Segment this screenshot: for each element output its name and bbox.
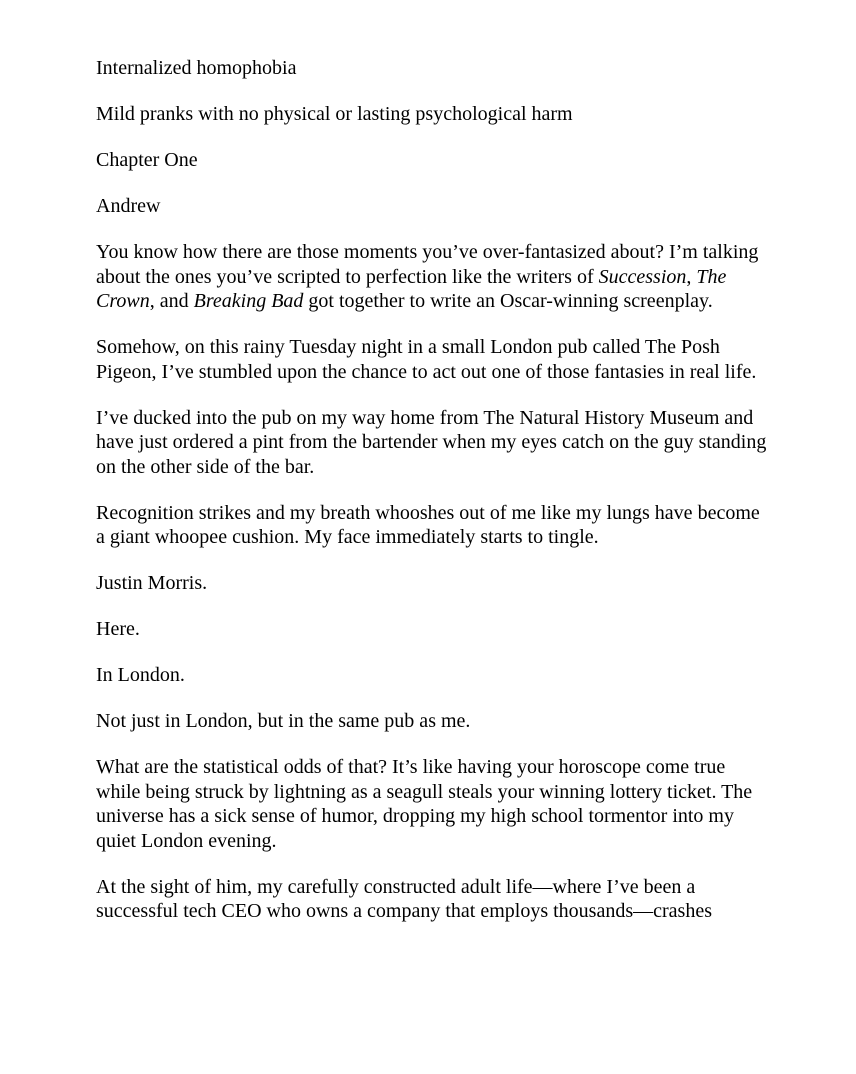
body-paragraph: At the sight of him, my carefully constructed adult life—where I’ve been a successful tech CEO who owns a company that employs thousands—crashes (96, 875, 712, 922)
body-paragraph: Justin Morris. (96, 572, 208, 594)
content-warning-line: Mild pranks with no physical or lasting psychological harm (96, 103, 573, 125)
body-paragraph: Here. (96, 618, 140, 640)
chapter-heading: Chapter One (96, 149, 198, 171)
paragraph-text: got together to write an Oscar-winning screenplay. (303, 290, 713, 312)
document-page (96, 56, 768, 945)
paragraph-text: , and (149, 290, 194, 312)
body-paragraph (96, 240, 768, 314)
paragraph-text: , (686, 265, 697, 288)
body-paragraph: In London. (96, 664, 185, 686)
paragraph-text: You know how there are those moments you’ve over-fantasized about? I’m talking about the ones you’ve scripted to perfection like the writers of (96, 241, 759, 288)
body-paragraph: Recognition strikes and my breath whooshes out of me like my lungs have become a giant whoopee cushion. My face immediately starts to tingle. (96, 501, 760, 548)
body-paragraph: Not just in London, but in the same pub as me. (96, 710, 471, 732)
italic-title: Succession (598, 265, 687, 288)
body-paragraph: I’ve ducked into the pub on my way home from The Natural History Museum and have just ordered a pint from the bartender when my eyes catch on the guy standing on the other side of the bar. (96, 406, 767, 478)
body-paragraph: Somehow, on this rainy Tuesday night in a small London pub called The Posh Pigeon, I’ve stumbled upon the chance to act out one of those fantasies in real life. (96, 336, 757, 383)
italic-title: Breaking Bad (193, 290, 304, 312)
italic-title: The Crown (96, 265, 727, 312)
pov-name: Andrew (96, 195, 161, 217)
content-warning-line: Internalized homophobia (96, 57, 297, 79)
body-paragraph: What are the statistical odds of that? It’s like having your horoscope come true while being struck by lightning as a seagull steals your winning lottery ticket. The universe has a sick sense of humor, dropping my high school tormentor into my quiet London evening. (96, 756, 753, 852)
